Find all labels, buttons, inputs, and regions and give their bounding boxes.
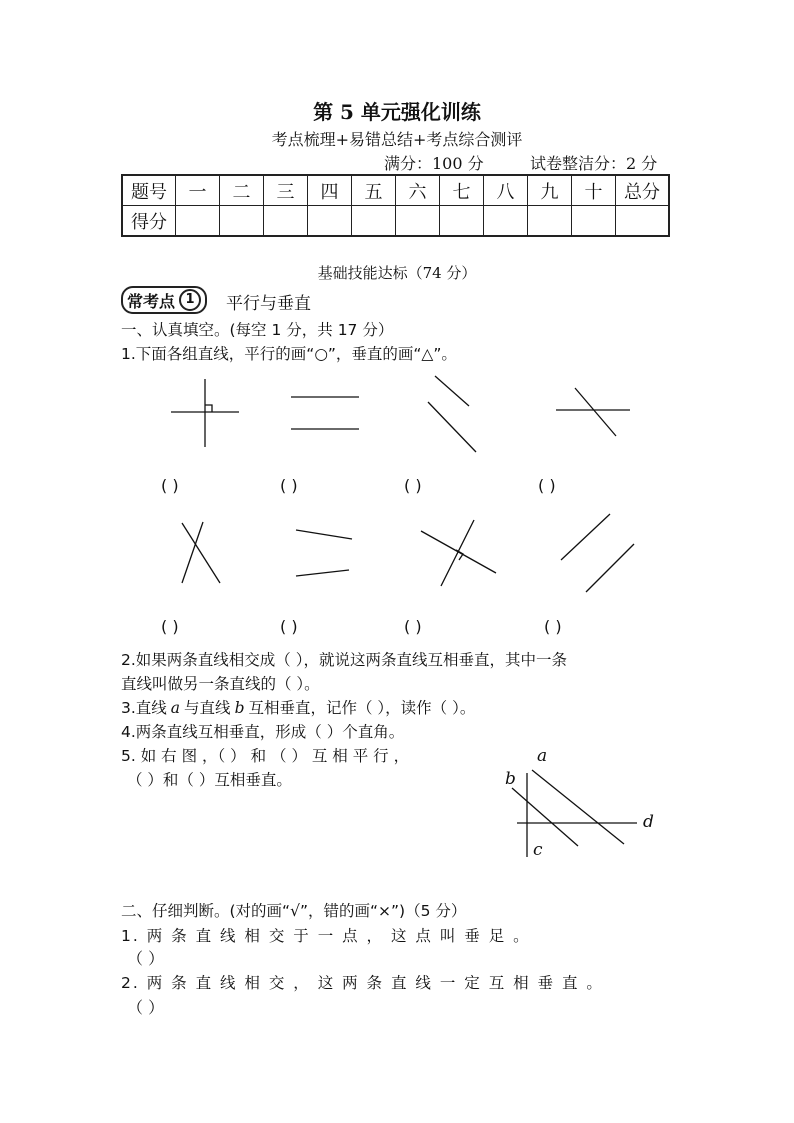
score-table-cell: 六 bbox=[396, 175, 440, 206]
score-table-cell: 五 bbox=[352, 175, 396, 206]
line-label-b: b bbox=[505, 769, 516, 789]
answer-blank[interactable]: ( ) bbox=[280, 617, 298, 636]
answer-blank[interactable]: ( ) bbox=[544, 617, 562, 636]
question-2-line2: 直线叫做另一条直线的（ ）。 bbox=[121, 675, 320, 693]
converging-lines-figure bbox=[296, 530, 352, 576]
answer-blank[interactable]: ( ) bbox=[404, 476, 422, 495]
answer-blank[interactable]: ( ) bbox=[161, 617, 179, 636]
line-label-a: a bbox=[537, 746, 548, 766]
q5-lines-figure bbox=[512, 770, 637, 857]
answer-blank[interactable]: ( ) bbox=[161, 476, 179, 495]
question-3 bbox=[121, 696, 475, 718]
answer-blank[interactable]: ( ) bbox=[280, 476, 298, 495]
answer-blank[interactable]: ( ) bbox=[538, 476, 556, 495]
question-1: 1.下面各组直线，平行的画“○”，垂直的画“△”。 bbox=[121, 345, 457, 363]
x-cross-figure bbox=[182, 522, 220, 583]
line-label-d: d bbox=[643, 812, 654, 832]
page-title: 第 5 单元强化训练 bbox=[313, 100, 481, 124]
topic-title: 平行与垂直 bbox=[226, 294, 311, 314]
score-table-cell: 二 bbox=[220, 175, 264, 206]
judge-question-1: 1. 两 条 直 线 相 交 于 一 点 ， 这 点 叫 垂 足 。 bbox=[121, 927, 531, 945]
judge-question-2: 2. 两 条 直 线 相 交 ， 这 两 条 直 线 一 定 互 相 垂 直 。 bbox=[121, 974, 604, 992]
full-score-label: 满分：100 分 bbox=[384, 154, 484, 173]
score-table-cell: 八 bbox=[484, 175, 528, 206]
topic-badge-label: 常考点 bbox=[127, 291, 176, 311]
perpendicular-tilted-figure bbox=[421, 520, 496, 586]
parallel-horizontal-figure bbox=[291, 397, 359, 429]
neat-score-label: 试卷整洁分：2 分 bbox=[530, 154, 658, 173]
score-table-cell: 得分 bbox=[122, 206, 176, 237]
score-table-cell: 总分 bbox=[616, 175, 670, 206]
variable-a: a bbox=[170, 699, 181, 717]
score-table-cell: 一 bbox=[176, 175, 220, 206]
section-title: 基础技能达标（74 分） bbox=[317, 264, 477, 282]
question-5-line2: （ ）和（ ）互相垂直。 bbox=[127, 771, 292, 789]
line-label-c: c bbox=[533, 840, 543, 860]
score-table-cell: 四 bbox=[308, 175, 352, 206]
question-3-text: 3.直线 bbox=[121, 699, 167, 717]
parallel-diagonal-figure bbox=[428, 376, 476, 452]
perpendicular-cross-figure bbox=[171, 379, 239, 447]
part2-heading: 二、仔细判断。(对的画“√”，错的画“×”)（5 分） bbox=[121, 902, 467, 920]
parallel-steep-figure bbox=[561, 514, 634, 592]
topic-badge-number: 1 bbox=[179, 289, 201, 311]
score-table-cell: 七 bbox=[440, 175, 484, 206]
judge-answer-blank-1[interactable]: （ ） bbox=[127, 949, 165, 968]
question-3-text: 互相垂直，记作（ ），读作（ ）。 bbox=[248, 699, 476, 717]
variable-b: b bbox=[234, 699, 245, 717]
page-subtitle: 考点梳理+易错总结+考点综合测评 bbox=[271, 130, 523, 149]
judge-answer-blank-2[interactable]: （ ） bbox=[127, 998, 165, 1017]
question-2-line1: 2.如果两条直线相交成（ ），就说这两条直线互相垂直，其中一条 bbox=[121, 651, 567, 669]
score-table-cell: 九 bbox=[528, 175, 572, 206]
part1-heading: 一、认真填空。(每空 1 分，共 17 分） bbox=[121, 321, 394, 339]
crossing-lines-figure bbox=[556, 388, 630, 436]
question-3-text: 与直线 bbox=[184, 699, 231, 717]
question-5-line1: 5. 如 右 图 ，（ ） 和 （ ） 互 相 平 行 ， bbox=[121, 747, 410, 765]
score-table-cell: 十 bbox=[572, 175, 616, 206]
answer-blank[interactable]: ( ) bbox=[404, 617, 422, 636]
score-table-cell: 三 bbox=[264, 175, 308, 206]
question-4: 4.两条直线互相垂直，形成（ ）个直角。 bbox=[121, 723, 405, 741]
score-table-cell: 题号 bbox=[122, 175, 176, 206]
